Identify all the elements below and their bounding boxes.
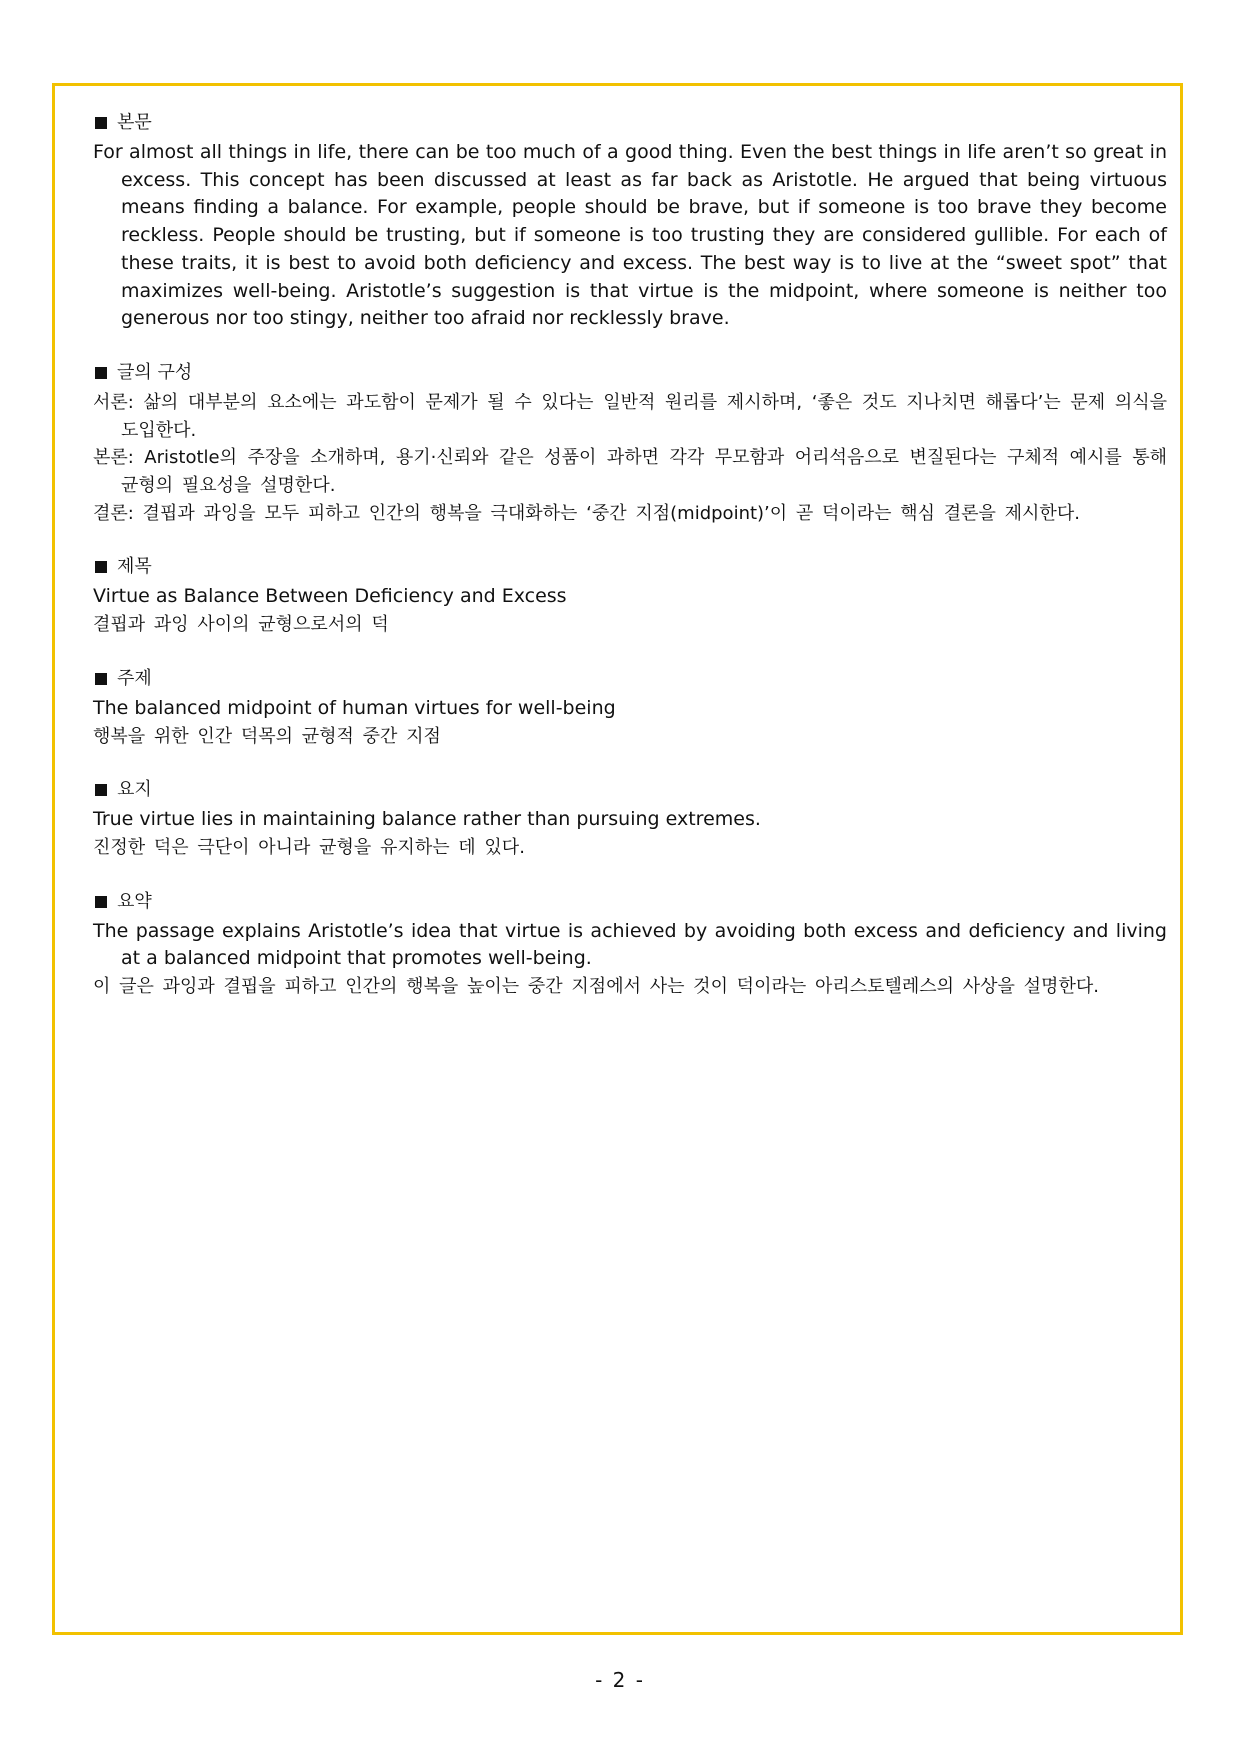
section-title <box>93 555 1167 638</box>
theme-english: The balanced midpoint of human virtues for well-being <box>93 696 616 719</box>
section-heading-label: 본문 <box>117 112 152 133</box>
section-heading <box>93 361 1167 385</box>
section-gist <box>93 778 1167 861</box>
square-bullet-icon <box>95 673 107 685</box>
square-bullet-icon <box>95 367 107 379</box>
section-heading <box>93 555 1167 579</box>
summary-korean: 이 글은 과잉과 결핍을 피하고 인간의 행복을 높이는 중간 지점에서 사는 것이 덕이라는 아리스토텔레스의 사상을 설명한다. <box>93 976 1099 998</box>
theme-korean: 행복을 위한 인간 덕목의 균형적 중간 지점 <box>93 725 441 747</box>
section-heading <box>93 111 1167 135</box>
section-heading-label: 주제 <box>117 667 152 689</box>
section-heading-label: 요지 <box>117 779 152 801</box>
gist-english: True virtue lies in maintaining balance rather than pursuing extremes. <box>93 808 761 831</box>
square-bullet-icon <box>95 561 107 573</box>
title-english: Virtue as Balance Between Deficiency and Excess <box>93 585 567 608</box>
structure-intro: 서론: 삶의 대부분의 요소에는 과도함이 문제가 될 수 있다는 일반적 원리를 제시하며, ‘좋은 것도 지나치면 해롭다’는 문제 의식을 도입한다. <box>93 391 1167 441</box>
summary-english: The passage explains Aristotle’s idea that virtue is achieved by avoiding both excess and deficiency and living at a balanced midpoint that promotes well-being. <box>93 919 1167 970</box>
title-korean: 결핍과 과잉 사이의 균형으로서의 덕 <box>93 614 389 636</box>
section-heading-label: 제목 <box>117 556 152 578</box>
page-number: - 2 - <box>595 1668 645 1692</box>
section-heading-label: 글의 구성 <box>117 361 193 383</box>
body-paragraph: For almost all things in life, there can be too much of a good thing. Even the best things in life aren’t so great in excess. This concept has been discussed at least as far back as Aristotle. He argued that being virtuous means finding a balance. For example, people should be brave, but if someone is too brave they become reckless. People should be trusting, but if someone is too trusting they are considered gullible. For each of these traits, it is best to avoid both deficiency and excess. The best way is to live at the “sweet spot” that maximizes well-being. Aristotle’s suggestion is that virtue is the midpoint, where someone is neither too generous nor too stingy, neither too afraid nor recklessly brave. <box>93 141 1167 330</box>
section-heading <box>93 890 1167 914</box>
document-content <box>93 111 1167 1029</box>
section-heading <box>93 778 1167 802</box>
section-body <box>93 111 1167 333</box>
section-summary <box>93 890 1167 1001</box>
gist-korean: 진정한 덕은 극단이 아니라 균형을 유지하는 데 있다. <box>93 836 525 858</box>
square-bullet-icon <box>95 117 107 129</box>
square-bullet-icon <box>95 896 107 908</box>
section-theme <box>93 667 1167 750</box>
section-structure <box>93 361 1167 528</box>
structure-main: 본론: Aristotle의 주장을 소개하며, 용기·신뢰와 같은 성품이 과하면 각각 무모함과 어리석음으로 변질된다는 구체적 예시를 통해 균형의 필요성을 설명한다. <box>93 447 1167 497</box>
section-heading-label: 요약 <box>117 890 152 912</box>
structure-conclusion: 결론: 결핍과 과잉을 모두 피하고 인간의 행복을 극대화하는 ‘중간 지점(midpoint)’이 곧 덕이라는 핵심 결론을 제시한다. <box>93 502 1080 524</box>
square-bullet-icon <box>95 784 107 796</box>
section-heading <box>93 667 1167 691</box>
